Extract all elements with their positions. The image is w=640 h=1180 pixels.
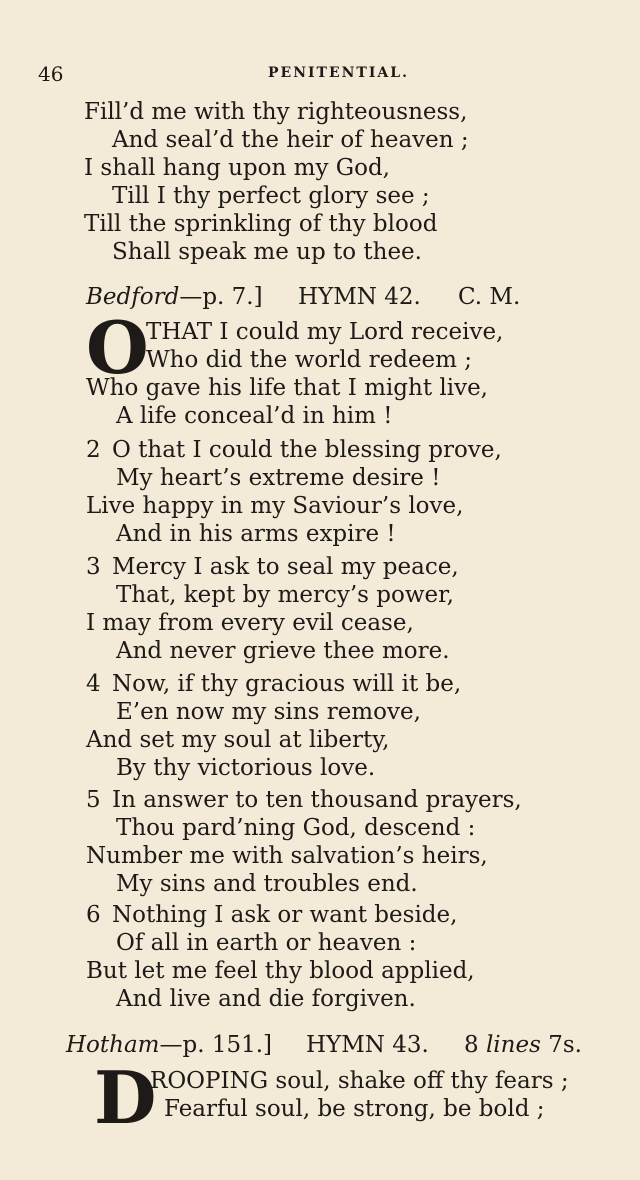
hymn-meter: C. M. xyxy=(458,284,521,310)
verse-line: 3 Mercy I ask to seal my peace, xyxy=(86,554,459,580)
verse-line: And never grieve thee more. xyxy=(116,638,450,664)
verse-line: But let me feel thy blood applied, xyxy=(86,958,475,984)
verse-line: E’en now my sins remove, xyxy=(116,699,421,725)
page-header xyxy=(38,62,602,88)
verse-line: ROOPING soul, shake off thy fears ; xyxy=(150,1068,569,1094)
page-reference: —p. 151.] xyxy=(159,1032,273,1058)
verse-line: Who gave his life that I might live, xyxy=(86,375,488,401)
verse-line: Thou pard’ning God, descend : xyxy=(116,815,476,841)
verse-number: 4 xyxy=(86,671,101,697)
verse-line: Of all in earth or heaven : xyxy=(116,930,417,956)
verse-line: 4 Now, if thy gracious will it be, xyxy=(86,671,462,697)
verse-number: 6 xyxy=(86,902,101,928)
verse-line: 2 O that I could the blessing prove, xyxy=(86,437,502,463)
continuation-line: Fill’d me with thy righteousness, xyxy=(84,99,468,125)
continuation-line: Till I thy perfect glory see ; xyxy=(112,183,430,209)
page-number: 46 xyxy=(38,62,64,86)
verse-line: 6 Nothing I ask or want beside, xyxy=(86,902,458,928)
verse-line: Fearful soul, be strong, be bold ; xyxy=(164,1096,545,1122)
verse-line: A life conceal’d in him ! xyxy=(116,403,393,429)
verse-line: And set my soul at liberty, xyxy=(86,727,390,753)
continuation-line: And seal’d the heir of heaven ; xyxy=(112,127,469,153)
drop-cap: D xyxy=(94,1055,157,1140)
hymn-title: HYMN 43. xyxy=(306,1032,429,1058)
verse-line: My sins and troubles end. xyxy=(116,871,418,897)
verse-line: THAT I could my Lord receive, xyxy=(146,319,504,345)
verse-line: That, kept by mercy’s power, xyxy=(116,582,454,608)
verse-number: 5 xyxy=(86,787,101,813)
drop-cap: O xyxy=(86,305,149,390)
continuation-line: Shall speak me up to thee. xyxy=(112,239,422,265)
hymn-title: HYMN 42. xyxy=(298,284,421,310)
verse-line: By thy victorious love. xyxy=(116,755,376,781)
hymn-meter: 8 lines 7s. xyxy=(464,1032,582,1058)
page-reference: —p. 7.] xyxy=(179,284,263,310)
verse-line: And live and die forgiven. xyxy=(116,986,416,1012)
verse-line: 5 In answer to ten thousand prayers, xyxy=(86,787,522,813)
tune-name: Bedford xyxy=(86,284,180,310)
verse-number: 2 xyxy=(86,437,101,463)
hymn-42-heading xyxy=(86,283,566,311)
verse-line: And in his arms expire ! xyxy=(116,521,396,547)
continuation-line: I shall hang upon my God, xyxy=(84,155,390,181)
verse-line: Live happy in my Saviour’s love, xyxy=(86,493,464,519)
verse-line: Number me with salvation’s heirs, xyxy=(86,843,488,869)
continuation-line: Till the sprinkling of thy blood xyxy=(84,211,438,237)
running-head: PENITENTIAL. xyxy=(268,65,409,81)
verse-number: 3 xyxy=(86,554,101,580)
verse-line: My heart’s extreme desire ! xyxy=(116,465,441,491)
verse-line: I may from every evil cease, xyxy=(86,610,414,636)
verse-line: Who did the world redeem ; xyxy=(146,347,473,373)
tune-name: Hotham xyxy=(66,1032,160,1058)
